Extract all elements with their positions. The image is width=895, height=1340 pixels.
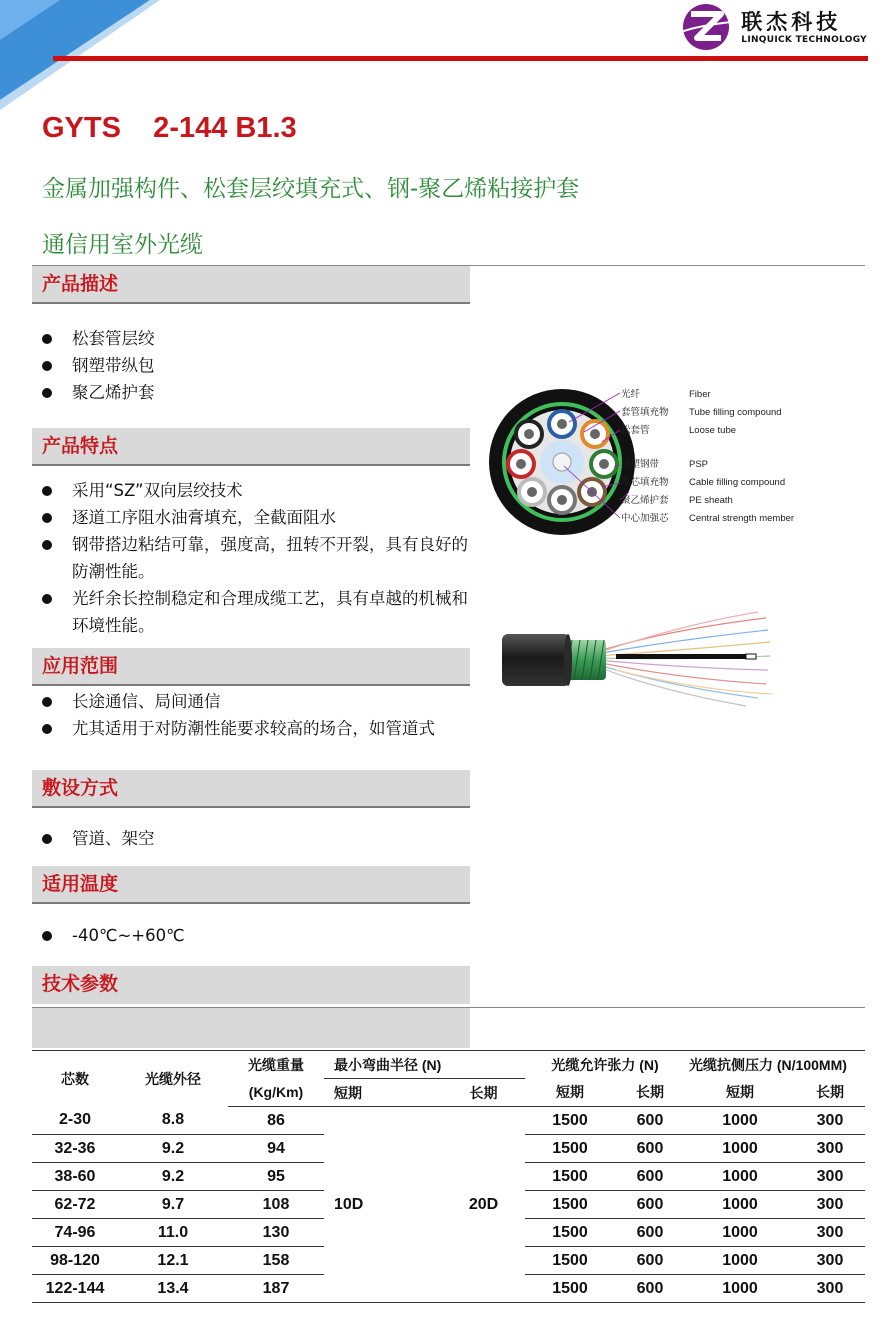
section-laying-heading: 敷设方式 <box>32 770 470 808</box>
cell-diameter: 11.0 <box>118 1219 228 1247</box>
section-features-heading: 产品特点 <box>32 428 470 466</box>
legend-cn: 中心加强芯 <box>621 512 669 524</box>
product-model: GYTS 2-144 B1.3 <box>42 112 297 144</box>
cell-weight: 158 <box>228 1247 324 1275</box>
cell-tension-long: 600 <box>615 1107 685 1135</box>
cell-weight: 95 <box>228 1163 324 1191</box>
cell-cores: 32-36 <box>32 1135 118 1163</box>
list-item: 聚乙烯护套 <box>38 379 478 406</box>
description-list <box>38 325 478 406</box>
list-item: 光纤余长控制稳定和合理成缆工艺，具有卓越的机械和环境性能。 <box>38 585 478 639</box>
application-list <box>38 688 478 742</box>
cell-tension-short: 1500 <box>525 1107 615 1135</box>
header-weight-unit: (Kg/Km) <box>228 1079 324 1107</box>
header-crush: 光缆抗侧压力 (N/100MM) <box>689 1056 847 1073</box>
cell-crush-long: 300 <box>795 1135 865 1163</box>
cable-photo <box>496 610 776 710</box>
cell-crush-long: 300 <box>795 1107 865 1135</box>
cell-cores: 74-96 <box>32 1219 118 1247</box>
cell-crush-short: 1000 <box>685 1107 795 1135</box>
legend-en: PSP <box>689 459 709 471</box>
cell-diameter: 8.8 <box>118 1107 228 1135</box>
list-item: 长途通信、局间通信 <box>38 688 478 715</box>
cell-tension-long: 600 <box>615 1191 685 1219</box>
cell-crush-short: 1000 <box>685 1219 795 1247</box>
cell-diameter: 9.7 <box>118 1191 228 1219</box>
list-item: 管道、架空 <box>38 825 478 852</box>
section-temperature-heading: 适用温度 <box>32 866 470 904</box>
header-short: 短期 <box>324 1079 442 1107</box>
features-list <box>38 477 478 639</box>
cell-bend-short: 10D <box>324 1107 442 1303</box>
cell-crush-long: 300 <box>795 1219 865 1247</box>
section-application-heading: 应用范围 <box>32 648 470 686</box>
section-technical-heading: 技术参数 <box>32 966 470 1004</box>
list-item: 钢带搭边粘结可靠，强度高，扭转不开裂，具有良好的防潮性能。 <box>38 531 478 585</box>
header-long: 长期 <box>442 1079 525 1107</box>
legend-en: Tube filling compound <box>689 406 782 418</box>
cell-tension-short: 1500 <box>525 1275 615 1303</box>
section-description-heading: 产品描述 <box>32 266 470 304</box>
cell-cores: 122-144 <box>32 1275 118 1303</box>
header-short: 短期 <box>685 1079 795 1107</box>
legend-en: Loose tube <box>689 424 737 436</box>
legend-cn: 光纤 <box>621 389 641 400</box>
cell-diameter: 9.2 <box>118 1163 228 1191</box>
diagram-legend <box>621 386 794 528</box>
header-weight: 光缆重量 <box>248 1056 304 1073</box>
header-short: 短期 <box>525 1079 615 1107</box>
header-diameter: 光缆外径 <box>145 1070 201 1087</box>
cell-cores: 2-30 <box>32 1107 118 1135</box>
legend-cn: 缆芯填充物 <box>621 477 669 489</box>
brand-logo <box>677 2 867 52</box>
logo-icon <box>677 2 735 52</box>
cell-weight: 130 <box>228 1219 324 1247</box>
header-rule <box>53 56 868 61</box>
header-long: 长期 <box>615 1079 685 1107</box>
list-item: 逐道工序阻水油膏填充，全截面阻水 <box>38 504 478 531</box>
header-cores: 芯数 <box>61 1070 89 1087</box>
legend-en: Fiber <box>689 389 711 400</box>
cell-tension-long: 600 <box>615 1163 685 1191</box>
cell-diameter: 9.2 <box>118 1135 228 1163</box>
brand-name-en: LINQUICK TECHNOLOGY <box>741 35 867 45</box>
legend-en: Central strength member <box>689 512 795 524</box>
cell-tension-short: 1500 <box>525 1163 615 1191</box>
legend-en: Cable filling compound <box>689 477 786 489</box>
cell-tension-short: 1500 <box>525 1247 615 1275</box>
corner-decoration <box>0 0 160 110</box>
table-band <box>32 1008 470 1048</box>
legend-cn: 套管填充物 <box>621 406 669 418</box>
list-item: 松套管层绞 <box>38 325 478 352</box>
header-long: 长期 <box>795 1079 865 1107</box>
cell-crush-long: 300 <box>795 1275 865 1303</box>
legend-en: PE sheath <box>689 494 733 506</box>
cell-tension-short: 1500 <box>525 1135 615 1163</box>
header-bend-radius: 最小弯曲半径 (N) <box>324 1051 525 1079</box>
legend-cn: 松套管 <box>621 424 650 436</box>
list-item: 尤其适用于对防潮性能要求较高的场合，如管道式 <box>38 715 478 742</box>
cell-cores: 98-120 <box>32 1247 118 1275</box>
cell-weight: 187 <box>228 1275 324 1303</box>
cell-crush-short: 1000 <box>685 1163 795 1191</box>
product-subtitle: 金属加强构件、松套层绞填充式、钢-聚乙烯粘接护套 <box>42 176 580 202</box>
cell-cores: 38-60 <box>32 1163 118 1191</box>
cell-weight: 94 <box>228 1135 324 1163</box>
cell-crush-long: 300 <box>795 1191 865 1219</box>
cell-diameter: 13.4 <box>118 1275 228 1303</box>
header-tension: 光缆允许张力 (N) <box>551 1056 659 1073</box>
laying-list <box>38 825 478 852</box>
cell-crush-short: 1000 <box>685 1247 795 1275</box>
list-item: 钢塑带纵包 <box>38 352 478 379</box>
spec-table <box>32 1050 865 1303</box>
cell-diameter: 12.1 <box>118 1247 228 1275</box>
cell-crush-short: 1000 <box>685 1135 795 1163</box>
cell-weight: 86 <box>228 1107 324 1135</box>
cell-tension-short: 1500 <box>525 1191 615 1219</box>
cell-bend-long: 20D <box>442 1107 525 1303</box>
legend-cn: 涂塑钢带 <box>621 459 660 471</box>
list-item: -40℃~+60℃ <box>38 922 478 949</box>
temperature-list <box>38 922 478 949</box>
cell-crush-long: 300 <box>795 1247 865 1275</box>
table-row <box>32 1107 865 1135</box>
cell-tension-long: 600 <box>615 1275 685 1303</box>
cell-tension-long: 600 <box>615 1135 685 1163</box>
cell-crush-short: 1000 <box>685 1275 795 1303</box>
cell-tension-long: 600 <box>615 1247 685 1275</box>
cell-tension-long: 600 <box>615 1219 685 1247</box>
cell-tension-short: 1500 <box>525 1219 615 1247</box>
cell-weight: 108 <box>228 1191 324 1219</box>
cell-cores: 62-72 <box>32 1191 118 1219</box>
product-subtitle-2: 通信用室外光缆 <box>42 232 203 258</box>
legend-cn: 聚乙烯护套 <box>621 494 669 506</box>
cell-crush-short: 1000 <box>685 1191 795 1219</box>
cell-crush-long: 300 <box>795 1163 865 1191</box>
list-item: 采用“SZ”双向层绞技术 <box>38 477 478 504</box>
brand-name-cn: 联杰科技 <box>741 10 842 34</box>
